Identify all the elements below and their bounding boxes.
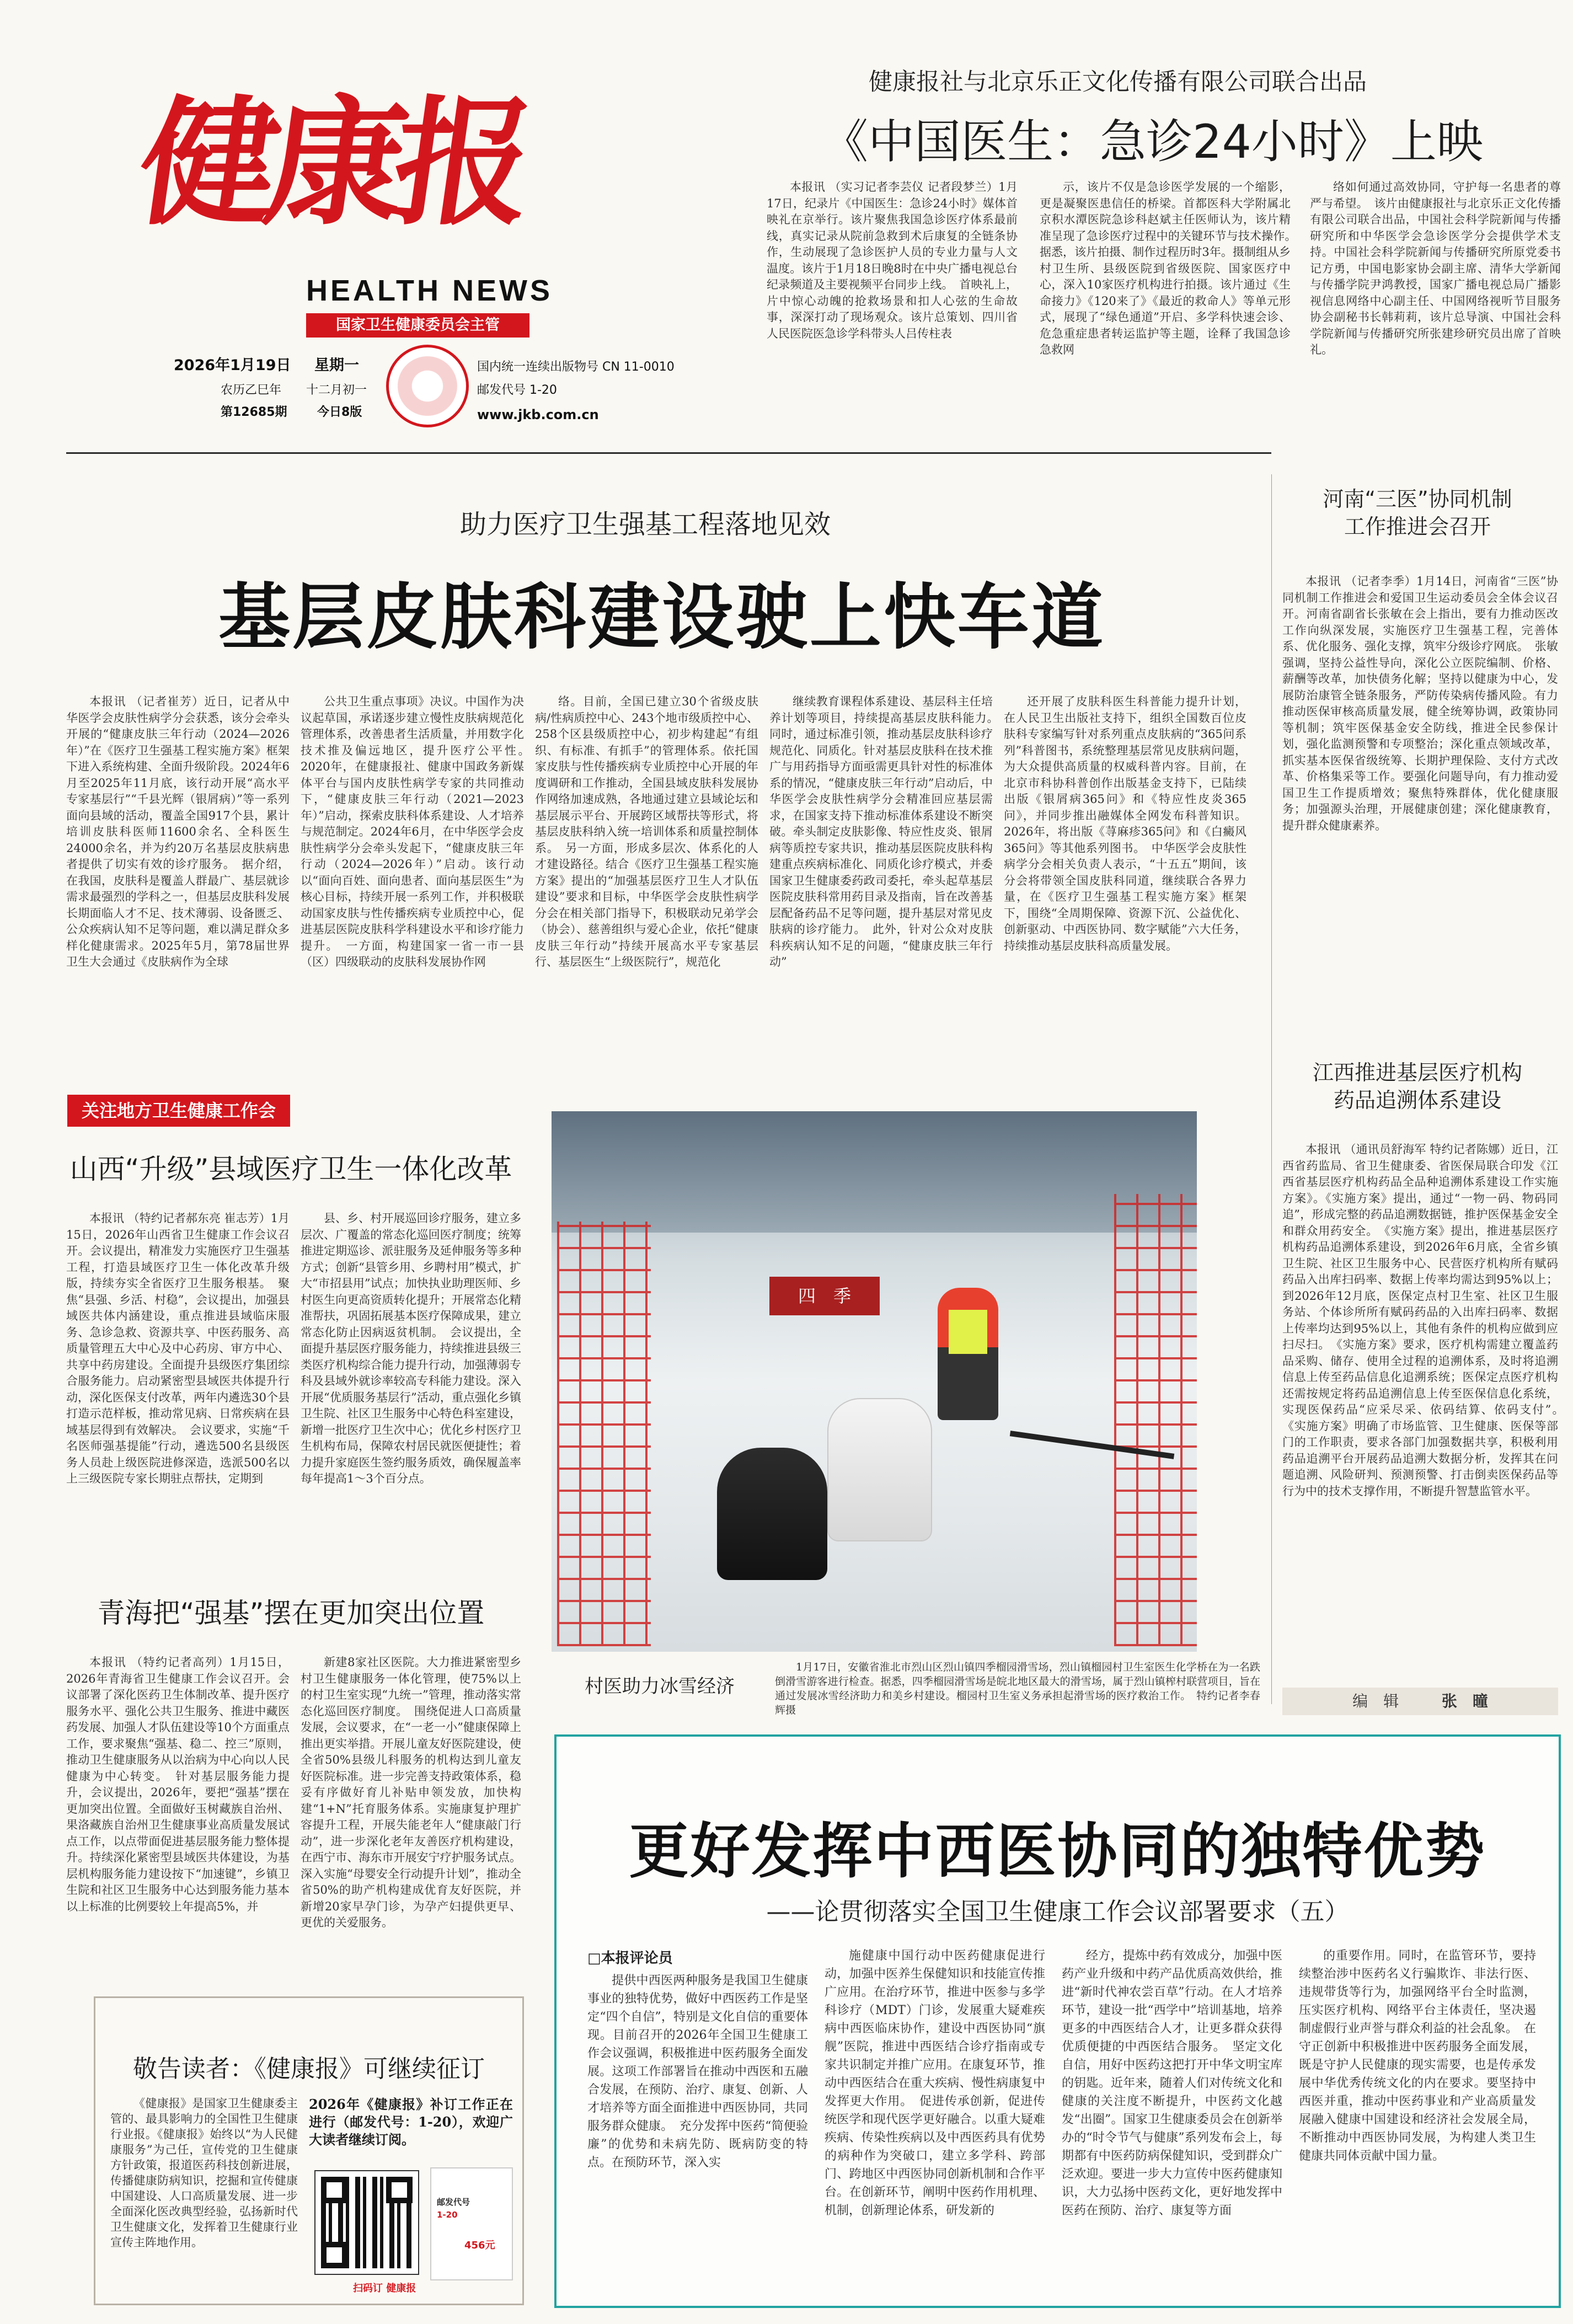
top-story-col-1: 本报讯 （实习记者李芸仪 记者段梦兰）1月17日，纪录片《中国医生：急诊24小时》媒体首映礼在京举行。该片聚焦我国急诊医疗体系最前线，真实记录从院前急救到术后康复的全链条协作，生动展现了急诊医护人员的专业力量与人文温度。该片于1月18日晚8时在中央广播电视总台纪录频道及主要视频平台同步上线。 首映礼上，片中惊心动魄的抢救场景和扣人心弦的生命故事，深深打动了现场观众。该片总策划、四川省人民医院医急诊学科带头人吕传柱表 (767, 180, 1018, 340)
jiangxi-title (1280, 1059, 1555, 1114)
top-story-col-3: 络如何通过高效协同，守护每一名患者的尊严与希望。 该片由健康报社与北京乐正文化传播有限公司联合出品，中国社会科学院新闻与传播研究所和中华医学会急诊医学分会提供学术支持。中国社会科学院新闻与传播研究所原党委书记方勇，中国电影家协会副主席、清华大学新闻与传播学院尹鸿教授，国家广播电视总局广播影视信息网络中心副主任、中国网络视听节目服务协会副秘书长韩莉莉，该片总导演、中国社会科学院新闻与传播研究所张建珍研究员出席了首映礼。 (1310, 180, 1561, 356)
cover-label: 扫码订 健康报 (353, 2283, 416, 2294)
cover-price: 456元 (464, 2240, 495, 2251)
local-section-label: 关注地方卫生健康工作会 (67, 1095, 290, 1127)
notice-promo: 2026年《健康报》补订工作正在进行（邮发代号：1-20），欢迎广大读者继续订阅。 (309, 2096, 513, 2148)
editorial-col-1: 提供中西医两种服务是我国卫生健康事业的独特优势，做好中西医药工作是坚定“四个自信”，特别是文化自信的重要体现。目前召开的2026年全国卫生健康工作会议强调，积极推进中医药服务全面发展。这项工作部署旨在推动中西医和五融合发展，在预防、治疗、康复、创新、人才培养等方面全面推进中西医协同，共同服务群众健康。 充分发挥中医药“简便验廉”的优势和未病先防、既病防变的特点。在预防环节，深入实 (587, 1974, 808, 2170)
qinghai-col-2: 新建8家社区医院。大力推进紧密型乡村卫生健康服务一体化管理，使75%以上的村卫生室实现“九统一”管理，推动落实常态化巡回医疗制度。 围绕促进人口高质量发展，会议要求，在“一老一小”健康保障上推出更实举措。开展儿童友好医院建设，使全省50%县级儿科服务的机构达到儿童友好医院标准。进一步完善支持政策体系，稳妥有序做好育儿补贴申领发放，加快构建“1+N”托育服务体系。实施康复护理扩容提升工程，开展失能老年人“健康敲门行动”，进一步深化老年友善医疗机构建设，在西宁市、海东市开展安宁疗护服务试点。深入实施“母婴安全行动提升计划”，推动全省50%的助产机构建成优育友好医院，并新增20家早孕门诊，为孕产妇提供更早、更优的关爱服务。 (301, 1656, 521, 1929)
masthead-logo: 健康报 (129, 82, 533, 244)
photo-safety-net-right (1114, 1194, 1197, 1646)
lead-col-5: 还开展了皮肤科医生科普能力提升计划，在人民卫生出版社支持下，组织全国数百位皮肤科专家编写针对系列重点皮肤病的“365问系列”科普图书，系统整理基层常见皮肤病问题，为大众提供高质量的权威科普内容。目前，在北京市科协科普创作出版基金支持下，已陆续出版《银屑病365问》和《特应性皮炎365问》，并同步推出融媒体全网发布科普知识。2026年，将出版《荨麻疹365问》和《白癜风365问》等其他系列图书。 中华医学会皮肤性病学分会相关负责人表示，“十五五”期间，该分会将带领全国皮肤科同道，继续联合各界力量，在《医疗卫生强基工程实施方案》框架下，围绕“全周期保障、资源下沉、公益优化、创新驱动、中西医协同、数字赋能”六大任务，持续推动基层皮肤科高质量发展。 (1004, 695, 1246, 952)
photo-caption: 1月17日，安徽省淮北市烈山区烈山镇四季榴园滑雪场，烈山镇榴园村卫生室医生化学桥在为一名跌倒滑雪游客进行检查。据悉，四季榴园滑雪场是皖北地区最大的滑雪场，属于烈山镇榨村联营项目，旨在通过发展冰雪经济助力和美乡村建设。榴园村卫生室义务承担起滑雪场的医疗救治工作。 特约记者李春辉摄 (775, 1661, 1260, 1716)
editorial-col-3: 经方，提炼中药有效成分，加强中医药产业升级和中药产品优质高效供给，推进“新时代神农尝百草”行动。在人才培养环节，建设一批“西学中”培训基地，培养更多的中西医结合人才，让更多群众获得优质便捷的中西医结合服务。 坚定文化自信，用好中医药这把打开中华文明宝库的钥匙。近年来，随着人们对传统文化和健康的关注度不断提升，中医药文化越发“出圈”。国家卫生健康委员会在创新举办的“时令节气与健康”系列发布会上，每期都有中医药防病保健知识，受到群众广泛欢迎。要进一步大力宣传中医药健康知识，大力弘扬中医药文化，更好地发挥中医药在预防、治疗、康复等方面 (1062, 1949, 1282, 2218)
qr-finder-3 (321, 2242, 347, 2268)
masthead-english: HEALTH NEWS (306, 274, 553, 307)
lead-col-2: 公共卫生重点事项》决议。中国作为决议起草国，承诺逐步建立慢性皮肤病规范化管理体系，改善患者生活质量，并用数字化技术推及偏远地区，提升医疗公平性。 2020年，在健康报社、健康中国政务新媒体平台与国内皮肤性病学专家的共同推动下，“健康皮肤三年行动（2021—2023年）”启动，探索皮肤科体系建设、人才培养与规范制定。2024年6月，在中华医学会皮肤性病学分会牵头发起下，“健康皮肤三年行动（2024—2026年）”启动。该行动以“面向百姓、面向患者、面向基层医生”为核心目标，持续开展一系列工作，并积极联动国家皮肤与性传播疾病专业质控中心，促进基层医院皮肤科学科建设水平和诊疗能力提升。 一方面，构建国家一省一市一县（区）四级联动的皮肤科发展协作网 (301, 695, 536, 968)
photo-skier-vest (949, 1310, 987, 1354)
photo-skier (938, 1288, 998, 1420)
editor-credit (1282, 1688, 1558, 1715)
editor-label: 编 辑 (1352, 1692, 1399, 1710)
photo-doctor (827, 1398, 932, 1541)
shanxi-col-1: 本报讯 （特约记者郝东亮 崔志芳）1月15日，2026年山西省卫生健康工作会议召开。会议提出，精准发力实施医疗卫生强基工程，打造县域医疗卫生一体化改革升级版，持续夯实全省医疗卫生服务根基。 聚焦“县强、乡活、村稳”，会议提出，加强县域医共体内涵建设，重点推进县域临床服务、急诊急救、资源共享、中医药服务、高质量管理五大中心及中心药房、审方中心、共享中药房建设。全面提升县级医疗集团综合服务能力。启动紧密型县域医共体提升行动，深化医保支付改革，两年内遴选30个县打造示范样板，推动常见病、日常疾病在县域基层得到有效解决。 会议要求，实施“千名医师强基提能”行动，遴选500名县级医务人员赴上级医院进修深造，选派500名以上三级医院专家长期驻点帮扶，定期到 (66, 1212, 290, 1485)
jiangxi-title-line-2: 药品追溯体系建设 (1333, 1088, 1501, 1112)
jiangxi-body: 本报讯 （通讯员舒海军 特约记者陈娜）近日，江西省药监局、省卫生健康委、省医保局联合印发《江西省基层医疗机构药品全品种追溯体系建设工作实施方案》。《实施方案》提出，通过“一物一码、物码同追”，形成完整的药品追溯数据链，推护医保基金安全和群众用药安全。 《实施方案》提出，推进基层医疗机构药品追溯体系建设，到2026年6月底，全省乡镇卫生院、社区卫生服务中心、民营医疗机构所有赋码药品入出库扫码率、数据上传率均需达到95%以上；到2026年12月底，医保定点村卫生室、社区卫生服务站、个体诊所所有赋码药品的入出库扫码率、数据上传率均达到95%以上，其他有条件的机构应做到应扫尽扫。 《实施方案》要求，医疗机构需建立覆盖药品采购、储存、使用全过程的追溯体系，及时将追溯信息上传至药品信息化追溯系统；医保定点医疗机构还需按规定将药品追溯信息上传至医保信息化系统，实现医保药品“应采尽采、依码结算、依码支付”。 《实施方案》明确了市场监管、卫生健康、医保等部门的工作职责，要求各部门加强数据共享，积极利用药品追溯平台开展药品追溯大数据分析，发挥其在问题追溯、风险研判、预测预警、打击倒卖医保药品等行为中的技术支撑作用，不断提升智慧监管水平。 (1282, 1143, 1570, 1498)
lead-kicker: 助力医疗卫生强基工程落地见效 (459, 509, 831, 540)
anniversary-seal (386, 345, 469, 427)
ski-resort-photo (552, 1111, 1197, 1652)
qr-finder-2 (386, 2177, 413, 2203)
henan-title-line-1: 河南“三医”协同机制 (1323, 487, 1512, 511)
issue-date: 2026年1月19日 (174, 357, 291, 374)
shanxi-title: 山西“升级”县域医疗卫生一体化改革 (69, 1153, 512, 1185)
qinghai-col-1: 本报讯 （特约记者高列）1月15日，2026年青海省卫生健康工作会议召开。会议部署了深化医药卫生体制改革、提升医疗服务水平、强化公共卫生服务、推进中藏医药发展、加强人才队伍建设等10个方面重点工作，要求聚焦“强基、稳二、控三”原则，推动卫生健康服务从以治病为中心向以人民健康为中心转变。 针对基层服务能力提升，会议提出，2026年，要把“强基”摆在更加突出位置。全面做好玉树藏族自治州、果洛藏族自治州卫生健康事业高质量发展试点工作，以点带面促进基层服务能力整体提升。持续深化紧密型县域医共体建设，为基层机构服务能力建设按下“加速键”，乡镇卫生院和社区卫生服务中心达到服务能力基本以上标准的比例要较上年提高5%，并 (66, 1656, 290, 1913)
photo-caption-title: 村医助力冰雪经济 (585, 1675, 735, 1698)
masthead-rule (66, 452, 1271, 454)
lead-col-3: 络。目前，全国已建立30个省级皮肤病/性病质控中心、243个地市级质控中心、258个区县级质控中心，初步构建起“有组织、有标准、有抓手”的管理体系。依托国家皮肤与性传播疾病专业质控中心开展的年度调研和工作推动，全国县域皮肤科发展协作网络加速成熟，各地通过建立县域论坛和基层展示平台、开展跨区域帮扶等形式，将基层皮肤科纳入统一培训体系和质量控制体系。 另一方面，形成多层次、体系化的人才建设路径。结合《医疗卫生强基工程实施方案》提出的“加强基层医疗卫生人才队伍建设”要求和目标，中华医学会皮肤性病学分会在相关部门指导下，积极联动兄弟学会（协会）、慈善组织与爱心企业，依托“健康皮肤三年行动”持续开展高水平专家基层行、基层医生“上级医院行”，规范化 (535, 695, 758, 968)
qr-finder-1 (321, 2177, 347, 2203)
editorial-byline: □本报评论员 (587, 1950, 673, 1967)
issue-number: 第12685期 (221, 405, 287, 419)
editorial-col-4: 的重要作用。同时，在监管环节，要持续整治涉中医药名义行骗欺诈、非法行医、违规带货等行为，加强网络平台全时监测，压实医疗机构、网络平台主体责任，坚决遏制虚假行业声誉与群众利益的社会乱象。 在守正创新中积极推进中医药服务全面发展，既是守护人民健康的现实需要，也是传承发展中华优秀传统文化的内在要求。要坚持中西医并重，推动中医药事业和产业高质量发展融入健康中国建设和经济社会发展全局，不断推动中西医协同发展，为构建人类卫生健康共同体贡献中国力量。 (1299, 1949, 1536, 2163)
newspaper-cover (430, 2167, 513, 2280)
editorial-title: 更好发挥中西医协同的独特优势 (629, 1817, 1486, 1886)
editor-name: 张 曈 (1441, 1692, 1488, 1710)
cn-number: 国内统一连续出版物号 CN 11-0010 (477, 360, 675, 374)
top-story-subtitle: 健康报社与北京乐正文化传播有限公司联合出品 (869, 68, 1367, 96)
photo-patient (717, 1448, 827, 1580)
right-column-rule (1271, 474, 1272, 1704)
notice-body: 《健康报》是国家卫生健康委主管的、最具影响力的全国性卫生健康行业报。《健康报》始终以“为人民健康服务”为己任，宣传党的卫生健康方针政策，报道医药科技创新进展，传播健康防病知识，挖掘和宣传健康中国建设、人口高质量发展、进一步全面深化医改典型经验，弘扬新时代卫生健康文化，发挥着卫生健康行业宣传主阵地作用。 (110, 2097, 298, 2249)
lead-col-1: 本报讯 （记者崔芳）近日，记者从中华医学会皮肤性病学分会获悉，该分会牵头开展的“健康皮肤三年行动（2024—2026年）”在《医疗卫生强基工程实施方案》框架下进入系统构建、全面升级阶段。2024年6月至2025年11月底，该行动开展“高水平专家基层行”“千县光辉（银屑病）”等一系列面向县域的活动，覆盖全国917个县，累计培训皮肤科医师11600余名、全科医生24000余名，并为约20万名基层皮肤病患者提供了切实有效的诊疗服务。 据介绍，在我国，皮肤科是覆盖人群最广、基层就诊需求最强烈的学科之一，但基层皮肤科发展长期面临人才不足、技术薄弱、设备匮乏、公众疾病认知不足等问题，难以满足群众多样化健康需求。2025年5月，第78届世界卫生大会通过《皮肤病作为全球 (66, 695, 290, 968)
qinghai-title: 青海把“强基”摆在更加突出位置 (97, 1597, 485, 1629)
lead-title: 基层皮肤科建设驶上快车道 (218, 575, 1105, 659)
photo-sign: 四 季 (769, 1277, 880, 1315)
notice-title: 敬告读者：《健康报》可继续征订 (133, 2055, 485, 2083)
postal-code: 邮发代号 1-20 (477, 383, 557, 397)
issue-weekday: 星期一 (314, 357, 359, 374)
top-story-col-2: 示，该片不仅是急诊医学发展的一个缩影，更是凝聚医患信任的桥梁。首都医科大学附属北京积水潭医院急诊科赵斌主任医师认为，该片精准呈现了急诊医疗过程中的关键环节与技术操作。 据悉，该片拍摄、制作过程历时3年。摄制组从乡村卫生所、县级医院到省级医院、国家医疗中心，深入10家医疗机构进行拍摄。该片通过《生命接力》《120来了》《最近的救命人》等单元形式，展现了“绿色通道”开启、多学科快速会诊、危急重症患者转运监护等主题，诠释了我国急诊急救网 (1040, 180, 1302, 356)
photo-safety-net (557, 1222, 651, 1646)
top-story-title: 《中国医生：急诊24小时》上映 (822, 115, 1483, 169)
issue-pages: 今日8版 (317, 405, 362, 419)
editorial-col-2: 施健康中国行动中医药健康促进行动，加强中医养生保健知识和技能宣传推广应用。在治疗环节，推进中医参与多学科诊疗（MDT）门诊，发展重大疑难疾病中西医临床协作，建设中西医协同“旗舰”医院，推进中西医结合诊疗指南或专家共识制定并推广应用。在康复环节，推动中西医结合在重大疾病、慢性病康复中发挥更大作用。 促进传承创新，促进传统医学和现代医学更好融合。以重大疑难疾病、传染性疾病以及中西医药具有优势的病种作为突破口，建立多学科、跨部门、跨地区中西医协同创新机制和合作平台。在创新环节，阐明中医药作用机理、机制，创新理论体系，研发新的 (825, 1949, 1045, 2218)
cover-code-value: 1-20 (437, 2210, 458, 2220)
cover-code-label: 邮发代号 (437, 2197, 470, 2207)
lunar-day: 十二月初一 (306, 383, 367, 397)
lunar-year: 农历乙巳年 (221, 383, 282, 397)
henan-title (1280, 485, 1555, 540)
subscribe-qr-code[interactable] (314, 2170, 419, 2275)
henan-title-line-2: 工作推进会召开 (1344, 515, 1491, 539)
shanxi-col-2: 县、乡、村开展巡回诊疗服务，建立多层次、广覆盖的常态化巡回医疗制度；统筹推进定期巡诊、派驻服务及延伸服务等多种方式；创新“县管乡用、乡聘村用”模式，扩大“市招县用”试点；加快执业助理医师、乡村医生向更高资质转化提升；开展常态化精准帮扶，巩固拓展基本医疗保障成果，建立常态化防止因病返贫机制。 会议提出，全面提升基层医疗服务能力，持续推进县级三类医疗机构综合能力提升行动，加强薄弱专科及县域外就诊率较高专科能力建设。深入开展“优质服务基层行”活动，重点强化乡镇卫生院、社区卫生服务中心特色科室建设，新增一批医疗卫生次中心；优化乡村医疗卫生机构布局，保障农村居民就医便捷性；着力提升家庭医生签约服务质效，确保履盖率每年提高1～3个百分点。 (301, 1212, 521, 1485)
website[interactable]: www.jkb.com.cn (477, 407, 599, 422)
masthead-sponsor: 国家卫生健康委员会主管 (306, 313, 529, 338)
lead-col-4: 继续教育课程体系建设、基层科主任培养计划等项目，持续提高基层皮肤科能力。 同时，通过标准引领，推动基层皮肤科诊疗规范化、同质化。针对基层皮肤科在技术推广与用药指导方面亟需更具针对性的标准体系的情况，“健康皮肤三年行动”启动后，中华医学会皮肤性病学分会精准回应基层需求，在国家支持下推动标准体系建设不断突破。牵头制定皮肤影像、特应性皮炎、银屑病等质控专家共识，推动基层医院皮肤科构建重点疾病标准化、同质化诊疗模式，并委国家卫生健康委药政司委托，牵头起草基层医院皮肤科常用药目录及指南，旨在改善基层配备药品不足等问题，提升基层对常见皮肤病的诊疗能力。 此外，针对公众对皮肤科疾病认知不足的问题，“健康皮肤三年行动” (769, 695, 1004, 968)
photo-hills (552, 1111, 1197, 1233)
jiangxi-title-line-1: 江西推进基层医疗机构 (1312, 1061, 1522, 1085)
editorial-subtitle: ——论贯彻落实全国卫生健康工作会议部署要求（五） (766, 1898, 1349, 1926)
henan-body: 本报讯 （记者李季）1月14日，河南省“三医”协同机制工作推进会和爱国卫生运动委员会全体会议召开。河南省副省长张敏在会上指出，要有力推动医改工作向纵深发展，实施医疗卫生强基工程，完善体系、优化服务、强化支撑，筑牢分级诊疗网底。 张敏强调，坚持公益性导向，深化公立医院编制、价格、薪酬等改革，加快债务化解；坚持以健康为中心，发展防治康管全链条服务，严防传染病传播风险。有力推动医保审核高质量发展，健全统筹协调，政策协同等机制；筑牢医保基金安全防线，推进全民参保计划，强化监测预警和专项整治；深化重点领域改革，抓实基本医保省级统筹、长期护理保险、支付方式改革、价格集采等工作。要强化问题导向，有力推动爱国卫生工作提质增效；聚焦特殊群体，优化健康服务；加强源头治理，开展健康创建；深化健康教育，提升群众健康素养。 (1282, 575, 1558, 832)
